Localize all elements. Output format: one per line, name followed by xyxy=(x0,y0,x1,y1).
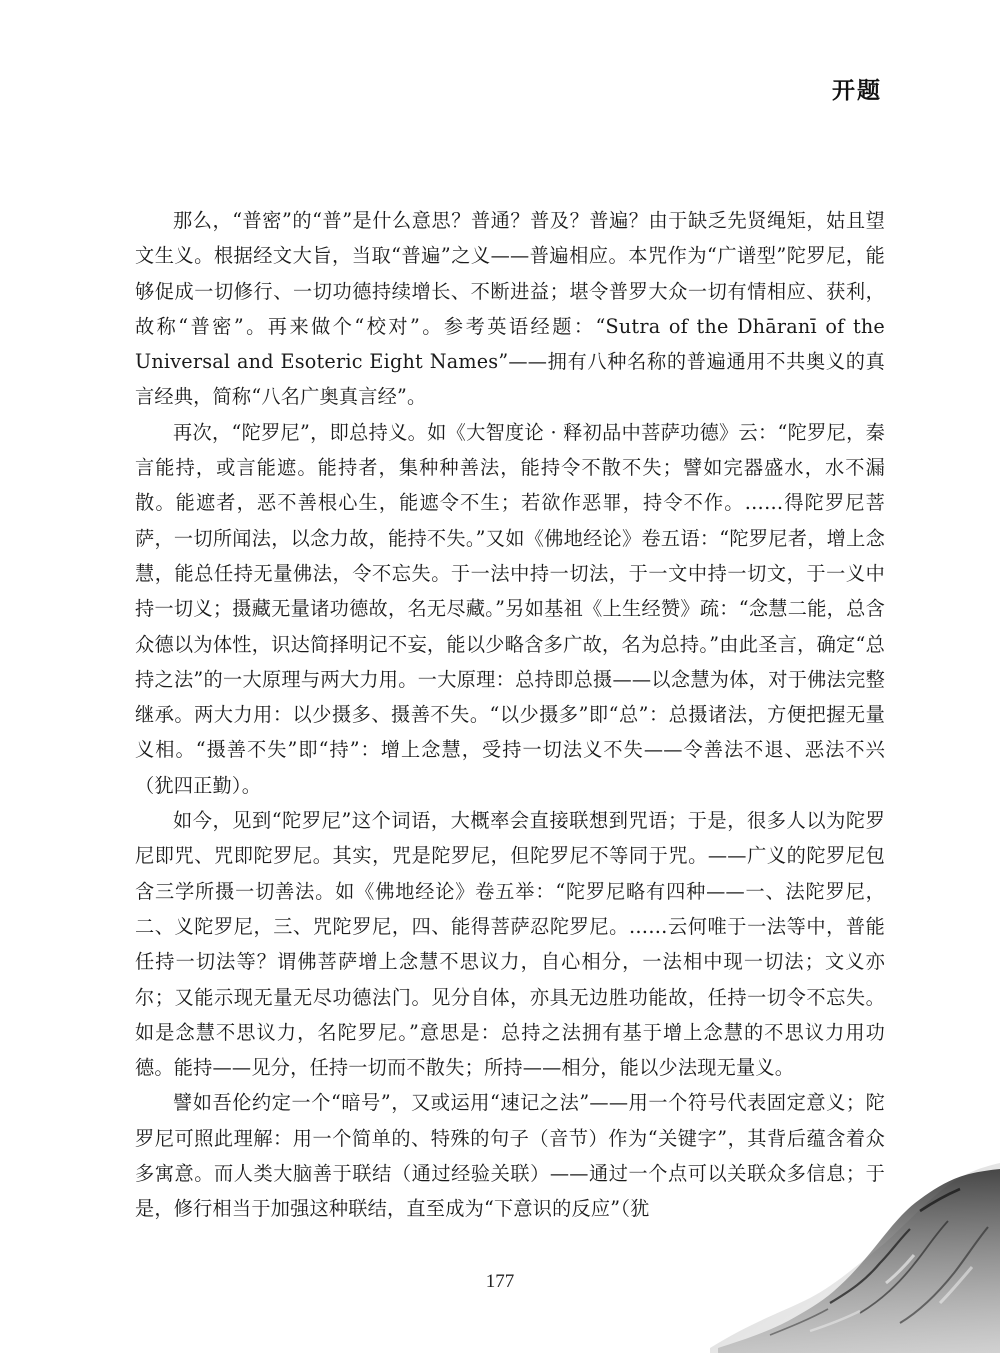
ink-mountain-icon xyxy=(710,1163,1000,1353)
paragraph-4: 譬如吾伦约定一个“暗号”，又或运用“速记之法”——用一个符号代表固定意义；陀罗尼可照此理解：用一个简单的、特殊的句子（音节）作为“关键字”，其背后蕴含着众多寓意。而人类大脑善于联结（通过经验关联）——通过一个点可以关联众多信息；于是，修行相当于加强这种联结，直至成为“下意识的反应”（犹 xyxy=(135,1091,885,1221)
body-text xyxy=(135,203,885,1227)
page-number: 177 xyxy=(485,1271,515,1292)
paragraph-1: 那么，“普密”的“普”是什么意思？普通？普及？普遍？由于缺乏先贤绳矩，姑且望文生义。根据经文大旨，当取“普遍”之义——普遍相应。本咒作为“广谱型”陀罗尼，能够促成一切修行、一切功德持续增长、不断进益；堪令普罗大众一切有情相应、获利，故称“普密”。再来做个“校对”。参考英语经题：“Sutra of the Dhāranī of the Universal and Esoteric Eight Names”——拥有八种名称的普遍通用不共奥义的真言经典，简称“八名广奥真言经”。 xyxy=(135,209,885,409)
section-title: 开题 xyxy=(832,77,882,104)
paragraph-2: 再次，“陀罗尼”，即总持义。如《大智度论 · 释初品中菩萨功德》云：“陀罗尼，秦言能持，或言能遮。能持者，集种种善法，能持令不散不失；譬如完器盛水，水不漏散。能遮者，恶不善根心生，能遮令不生；若欲作恶罪，持令不作。……得陀罗尼菩萨，一切所闻法，以念力故，能持不失。”又如《佛地经论》卷五语：“陀罗尼者，增上念慧，能总任持无量佛法，令不忘失。于一法中持一切法，于一文中持一切文，于一义中持一切义；摄藏无量诸功德故，名无尽藏。”另如基祖《上生经赞》疏：“念慧二能，总含众德以为体性，识达简择明记不妄，能以少略含多广故，名为总持。”由此圣言，确定“总持之法”的一大原理与两大力用。一大原理：总持即总摄——以念慧为体，对于佛法完整继承。两大力用：以少摄多、摄善不失。“以少摄多”即“总”：总摄诸法，方便把握无量义相。“摄善不失”即“持”：增上念慧，受持一切法义不失——令善法不退、恶法不兴（犹四正勤）。 xyxy=(135,420,885,797)
paragraph-3: 如今，见到“陀罗尼”这个词语，大概率会直接联想到咒语；于是，很多人以为陀罗尼即咒、咒即陀罗尼。其实，咒是陀罗尼，但陀罗尼不等同于咒。——广义的陀罗尼包含三学所摄一切善法。如《佛地经论》卷五举：“陀罗尼略有四种——一、法陀罗尼，二、义陀罗尼，三、咒陀罗尼，四、能得菩萨忍陀罗尼。……云何唯于一法等中，普能任持一切法等？谓佛菩萨增上念慧不思议力，自心相分，一法相中现一切法；文义亦尔；又能示现无量无尽功德法门。见分自体，亦具无边胜功能故，任持一切令不忘失。如是念慧不思议力，名陀罗尼。”意思是：总持之法拥有基于增上念慧的不思议力用功德。能持——见分，任持一切而不散失；所持——相分，能以少法现无量义。 xyxy=(135,809,885,1080)
